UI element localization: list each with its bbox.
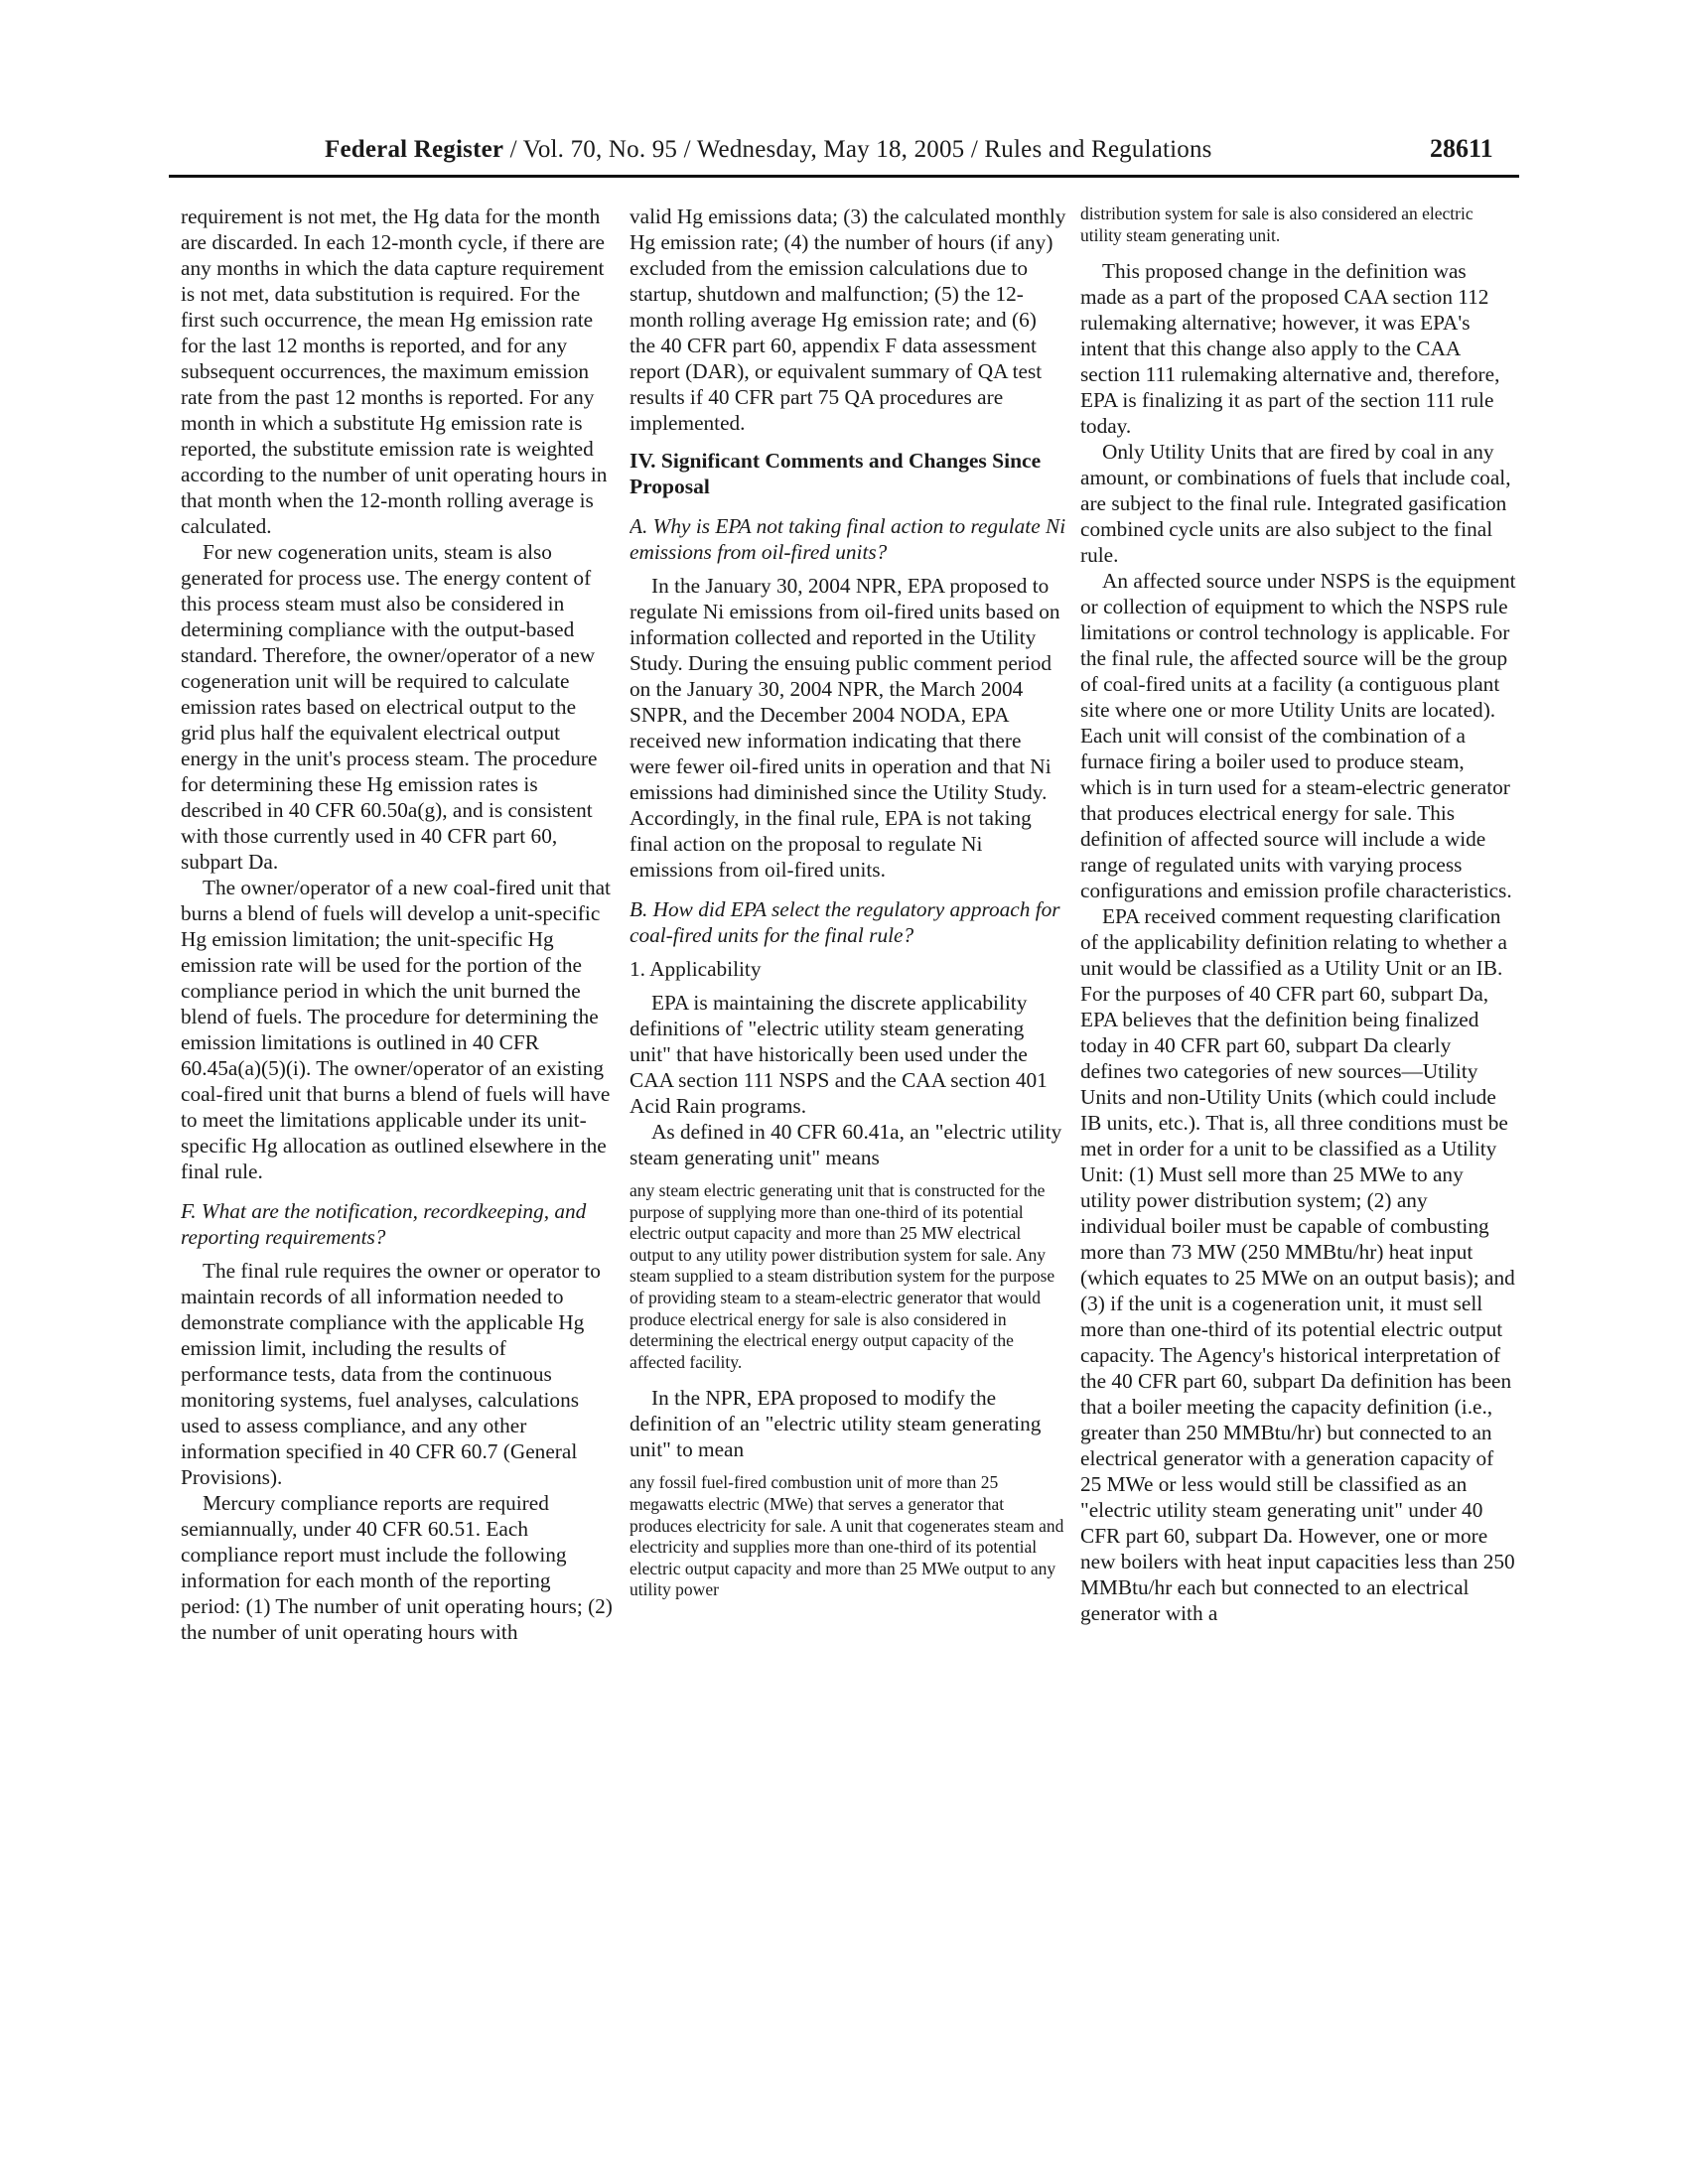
paragraph: Only Utility Units that are fired by coal in any amount, or combinations of fuels that include coal, are subject to the final rule. Integrated gasification combined cycle units are also subject to the final rule. — [1080, 440, 1511, 568]
section-heading-b: B. How did EPA select the regulatory approach for coal-fired units for the final rule? — [630, 897, 1060, 947]
header-rule — [169, 175, 1519, 178]
paragraph: valid Hg emissions data; (3) the calculated monthly Hg emission rate; (4) the number of hours (if any) excluded from the emission calculations due to startup, shutdown and malfunction; (5) the 12-month rolling average Hg emission rate; and (6) the 40 CFR part 60, appendix F data assessment report (DAR), or equivalent summary of QA test results if 40 CFR part 75 QA procedures are implemented. — [630, 205, 1066, 435]
paragraph: The owner/operator of a new coal-fired unit that burns a blend of fuels will develop a unit-specific Hg emission limitation; the unit-specific Hg emission rate will be used for the portion of the compliance period in which the unit burned the blend of fuels. The procedure for determining the emission limitations is outlined in 40 CFR 60.45a(a)(5)(i). The owner/operator of an existing coal-fired unit that burns a blend of fuels will have to meet the limitations applicable under its unit-specific Hg allocation as outlined elsewhere in the final rule. — [181, 876, 611, 1183]
page-number: 28611 — [1430, 134, 1493, 163]
paragraph: requirement is not met, the Hg data for the month are discarded. In each 12-month cycle, if there are any months in which the data capture requirement is not met, data substitution is required. For the first such occurrence, the mean Hg emission rate for the last 12 months is reported, and for any subsequent occurrences, the maximum emission rate from the past 12 months is reported. For any month in which a substitute Hg emission rate is reported, the substitute emission rate is weighted according to the number of unit operating hours in that month when the 12-month rolling average is calculated. — [181, 205, 608, 538]
subsection-heading-1: 1. Applicability — [630, 957, 762, 981]
paragraph: In the NPR, EPA proposed to modify the definition of an "electric utility steam generating unit" to mean — [630, 1386, 1042, 1462]
block-quote-continued: distribution system for sale is also considered an electric utility steam generating unit. — [1080, 204, 1474, 245]
paragraph: EPA is maintaining the discrete applicability definitions of "electric utility steam generating unit" that have historically been used under the CAA section 111 NSPS and the CAA section 401 Acid Rain programs. — [630, 991, 1048, 1118]
column-2 — [630, 204, 1066, 2100]
section-heading-a: A. Why is EPA not taking final action to regulate Ni emissions from oil-fired units? — [630, 514, 1066, 564]
column-3 — [1080, 204, 1517, 2100]
section-heading-f: F. What are the notification, recordkeeping, and reporting requirements? — [181, 1199, 587, 1249]
publication-name: Federal Register — [325, 136, 504, 163]
column-1 — [181, 204, 614, 2100]
paragraph: The final rule requires the owner or operator to maintain records of all information needed to demonstrate compliance with the applicable Hg emission limit, including the results of performance tests, data from the continuous monitoring systems, fuel analyses, calculations used to assess compliance, and any other information specified in 40 CFR 60.7 (General Provisions). — [181, 1259, 601, 1489]
paragraph: As defined in 40 CFR 60.41a, an "electric utility steam generating unit" means — [630, 1120, 1062, 1169]
block-quote: any fossil fuel-fired combustion unit of more than 25 megawatts electric (MWe) that serves a generator that produces electricity for sale. A unit that cogenerates steam and electricity and supplies more than one-third of its potential electric output capacity and more than 25 MWe output to any utility power — [630, 1472, 1064, 1600]
running-header — [325, 136, 1337, 164]
issue-info: / Vol. 70, No. 95 / Wednesday, May 18, 2005 / Rules and Regulations — [503, 136, 1212, 163]
paragraph: This proposed change in the definition was made as a part of the proposed CAA section 112 rulemaking alternative; however, it was EPA's intent that this change also apply to the CAA section 111 rulemaking alternative and, therefore, EPA is finalizing it as part of the section 111 rule today. — [1080, 259, 1500, 439]
paragraph: In the January 30, 2004 NPR, EPA proposed to regulate Ni emissions from oil-fired units based on information collected and reported in the Utility Study. During the ensuing public comment period on the January 30, 2004 NPR, the March 2004 SNPR, and the December 2004 NODA, EPA received new information indicating that there were fewer oil-fired units in operation and that Ni emissions had diminished since the Utility Study. Accordingly, in the final rule, EPA is not taking final action on the proposal to regulate Ni emissions from oil-fired units. — [630, 574, 1060, 882]
paragraph: For new cogeneration units, steam is also generated for process use. The energy content of this process steam must also be considered in determining compliance with the output-based standard. Therefore, the owner/operator of a new cogeneration unit will be required to calculate emission rates based on electrical output to the grid plus half the equivalent electrical output energy in the unit's process steam. The procedure for determining these Hg emission rates is described in 40 CFR 60.50a(g), and is consistent with those currently used in 40 CFR part 60, subpart Da. — [181, 540, 598, 874]
paragraph: Mercury compliance reports are required semiannually, under 40 CFR 60.51. Each compliance report must include the following information for each month of the reporting period: (1) The number of unit operating hours; (2) the number of unit operating hours with — [181, 1491, 613, 1644]
section-heading-iv: IV. Significant Comments and Changes Since Proposal — [630, 449, 1042, 498]
paragraph: EPA received comment requesting clarification of the applicability definition relating to whether a unit would be classified as a Utility Unit or an IB. For the purposes of 40 CFR part 60, subpart Da, EPA believes that the definition being finalized today in 40 CFR part 60, subpart Da clearly defines two categories of new sources—Utility Units and non-Utility Units (which could include IB units, etc.). That is, all three conditions must be met in order for a unit to be classified as a Utility Unit: (1) Must sell more than 25 MWe to any utility power distribution system; (2) any individual boiler must be capable of combusting more than 73 MW (250 MMBtu/hr) heat input (which equates to 25 MWe on an output basis); and (3) if the unit is a cogeneration unit, it must sell more than one-third of its potential electric output capacity. The Agency's historical interpretation of the 40 CFR part 60, subpart Da definition has been that a boiler meeting the capacity definition (i.e., greater than 250 MMBtu/hr) but connected to an electrical generator with a generation capacity of 25 MWe or less would still be classified as an "electric utility steam generating unit" under 40 CFR part 60, subpart Da. However, one or more new boilers with heat input capacities less than 250 MMBtu/hr each but connected to an electrical generator with a — [1080, 904, 1515, 1626]
block-quote: any steam electric generating unit that is constructed for the purpose of supplying more than one-third of its potential electric output capacity and more than 25 MW electrical output to any utility power distribution system for sale. Any steam supplied to a steam distribution system for the purpose of providing steam to a steam-electric generator that would produce electrical energy for sale is also considered in determining the electrical energy output capacity of the affected facility. — [630, 1180, 1055, 1372]
paragraph: An affected source under NSPS is the equipment or collection of equipment to which the NSPS rule limitations or control technology is applicable. For the final rule, the affected source will be the group of coal-fired units at a facility (a contiguous plant site where one or more Utility Units are located). Each unit will consist of the combination of a furnace firing a boiler used to produce steam, which is in turn used for a steam-electric generator that produces electrical energy for sale. This definition of affected source will include a wide range of regulated units with varying process configurations and emission profile characteristics. — [1080, 569, 1516, 903]
